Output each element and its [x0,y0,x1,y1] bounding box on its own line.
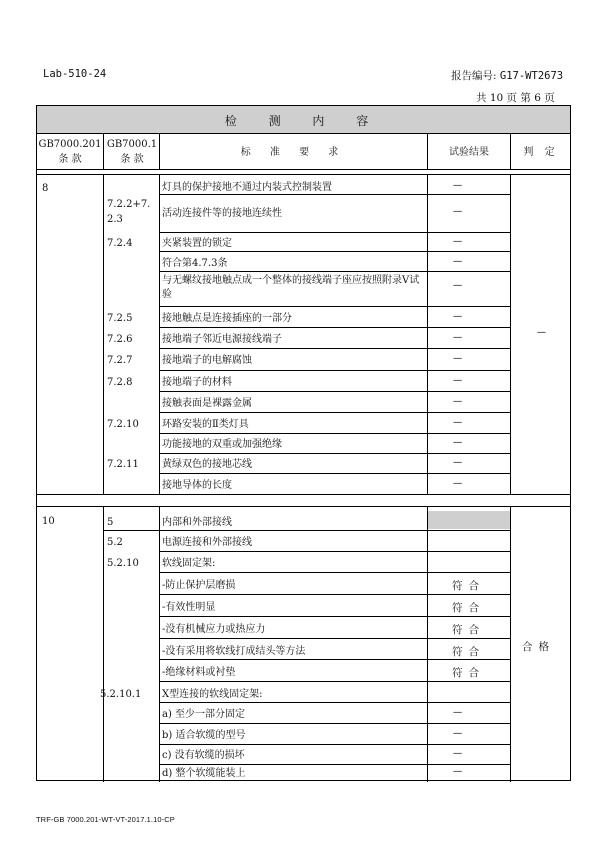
result-row-10-4: 符合 [452,580,485,592]
sub-row-10-3: 5.2.10 [107,558,139,569]
result-row-10-12: ---- [453,749,462,759]
req-row-10-4: -防止保护层磨损 [162,580,236,591]
result-row-8-13: ---- [453,458,462,468]
req-row-10-12: c) 没有软缆的损坏 [162,750,245,761]
req-row-8-14: 接地导体的长度 [162,480,232,491]
inspection-table [36,105,571,781]
result-row-8-11: ---- [453,418,462,428]
result-row-8-5: ---- [453,281,462,291]
req-row-8-11: 环路安装的Ⅱ类灯具 [162,419,249,430]
report-number-label: 报告编号: [451,70,497,82]
sub-row-8-2: 7.2.2+7.2.3 [107,199,151,225]
footer-form-code: TRF-GB 7000.201-WT-VT-2017.1.10-CP [36,815,175,824]
col-header-verdict: 判 定 [523,147,559,158]
result-row-8-9: ---- [453,376,462,386]
sub-row-8-11: 7.2.10 [107,419,139,430]
sub-row-8-7: 7.2.6 [107,334,133,345]
result-row-8-7: ---- [453,333,462,343]
page-indicator: 共 10 页 第 6 页 [476,92,555,104]
result-row-8-3: ---- [453,237,462,247]
req-row-10-2: 电源连接和外部接线 [162,537,252,548]
section-10-clause: 10 [42,516,55,527]
report-number-value: G17-WT2673 [499,70,564,82]
sub-row-8-8: 7.2.7 [107,355,133,366]
req-row-8-8: 接地端子的电解腐蚀 [162,355,252,366]
document-code: Lab-510-24 [43,68,107,80]
col-header-result: 试验结果 [449,147,489,158]
result-row-10-5: 符合 [452,602,485,614]
req-row-10-9: X型连接的软线固定架: [162,689,263,700]
req-row-8-3: 夹紧装置的锁定 [162,238,232,249]
result-row-8-1: ---- [453,181,462,191]
req-row-10-3: 软线固定架: [162,558,216,569]
req-row-10-13: d) 整个软缆能装上 [162,768,246,779]
req-row-8-9: 接地端子的材料 [162,377,232,388]
req-row-10-6: -没有机械应力或热应力 [162,624,266,635]
req-row-8-4: 符合第4.7.3条 [162,258,228,269]
sub-row-10-1: 5 [107,517,114,528]
req-row-10-10: a) 至少一部分固定 [162,709,246,720]
sub-row-8-13: 7.2.11 [107,459,139,470]
shaded-result-cell [428,511,510,529]
sub-row-10-2: 5.2 [107,537,123,548]
req-row-10-7: -没有采用将软线打成结头等方法 [162,646,306,657]
result-row-10-7: 符合 [452,646,485,658]
result-row-8-4: ---- [453,257,462,267]
result-row-8-8: ---- [453,354,462,364]
result-row-10-10: ---- [453,708,462,718]
result-row-8-10: ---- [453,397,462,407]
report-number [451,68,563,83]
req-row-10-11: b) 适合软缆的型号 [162,730,246,741]
result-row-8-2: ---- [453,207,462,217]
result-row-8-12: ---- [453,438,462,448]
req-row-8-7: 接地端子邻近电源接线端子 [162,334,282,345]
sub-row-10-9: 5.2.10.1 [100,689,142,700]
req-row-10-5: -有效性明显 [162,602,216,613]
table-title: 检 测 内 容 [224,114,383,128]
col-header-requirement: 标 准 要 求 [240,147,347,158]
section-8-clause: 8 [42,183,49,194]
req-row-8-2: 活动连接件等的接地连续性 [162,208,282,219]
sub-row-8-3: 7.2.4 [107,238,133,249]
result-row-8-6: ---- [453,312,462,322]
req-row-8-12: 功能接地的双重或加强绝缘 [162,439,282,450]
req-row-10-1: 内部和外部接线 [162,517,232,528]
req-row-8-13: 黄绿双色的接地芯线 [162,459,252,470]
result-row-8-14: ---- [453,479,462,489]
sub-row-8-6: 7.2.5 [107,313,133,324]
req-row-8-6: 接地触点是连接插座的一部分 [162,313,292,324]
result-row-10-11: ---- [453,729,462,739]
result-row-10-8: 符合 [452,667,485,679]
req-row-8-1: 灯具的保护接地不通过内装式控制装置 [162,182,332,193]
sub-row-8-9: 7.2.8 [107,377,133,388]
section-10-verdict: 合格 [522,641,555,653]
req-row-8-10: 接触表面是裸露金属 [162,398,252,409]
req-row-10-8: -绝缘材料或衬垫 [162,667,236,678]
req-row-8-5: 与无螺纹接地触点成一个整体的接线端子座应按照附录V试验 [162,275,420,300]
col-header-gb7000-1: GB7000.1 条 款 [106,139,158,165]
col-header-gb7000-201: GB7000.201 条 款 [38,139,102,165]
result-row-10-6: 符合 [452,624,485,636]
result-row-10-13: ---- [453,767,462,777]
section-8-verdict: ---- [536,328,546,338]
